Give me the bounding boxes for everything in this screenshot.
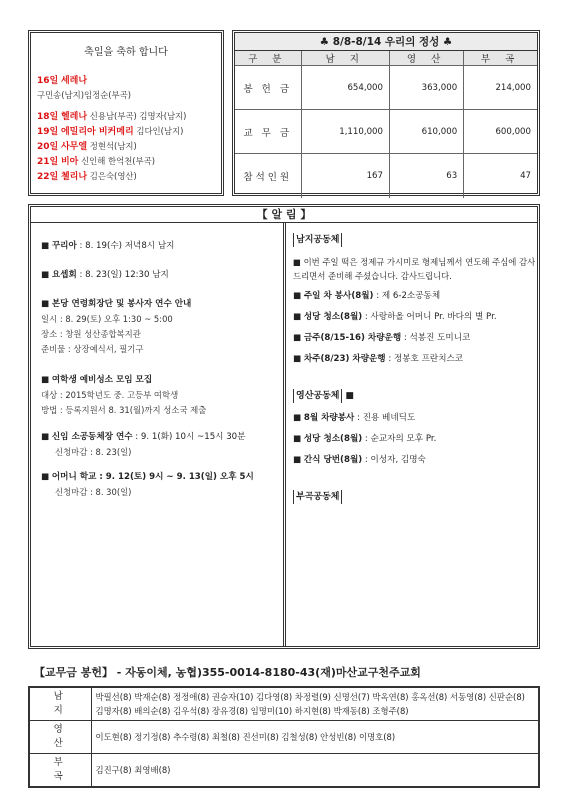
notice-item: ■ 성당 청소(8월) : 사랑하올 어머니 Pr. 바다의 별 Pr. [293, 312, 497, 322]
table-cell: 박필선(8) 박재순(8) 정정애(8) 권승자(10) 김다영(8) 차정렬(9) 신명선(7) 박옥연(8) 홍옥선(8) 서동영(8) 신판순(8) 김명자(8) 배의순(8) 김우석(8) 장유경(8) 임명미(10) 하지현(8) 박재동(8) 조형주(8) [91, 687, 539, 721]
table-cell: 63 [389, 154, 463, 198]
notice-item: ■ 차주(8/23) 차량운행 : 정봉호 프란치스코 [293, 354, 464, 364]
offering-header-row [235, 51, 537, 66]
community-heading: 남지공동체 [293, 233, 342, 247]
notice-item: ■ 여학생 예비성소 모임 모집 [41, 375, 153, 385]
table-row [235, 66, 537, 110]
notice-item: ■ 금주(8/15-16) 차량운행 : 석봉진 도미니코 [293, 333, 471, 343]
column-header: 남 지 [301, 51, 389, 66]
table-cell: 김진구(8) 최영배(8) [91, 754, 539, 788]
feast-entry: 구민송(남지)임정순(부곡) [37, 90, 131, 100]
feast-entry: 20일 사무엘 정현석(남지) [37, 141, 137, 152]
column-divider [283, 223, 286, 646]
row-label: 영 산 [29, 721, 91, 754]
feast-entry: 16일 세레나 [37, 76, 88, 86]
notice-item: ■ 요셉회 : 8. 23(일) 12:30 남지 [41, 270, 169, 280]
notice-item: ■ 신임 소공동체장 연수 : 9. 1(화) 10시 ~15시 30분 [41, 432, 246, 442]
row-label: 봉 헌 금 [235, 66, 301, 110]
offering-table [235, 51, 537, 198]
offering-summary [232, 30, 540, 196]
table-cell: 654,000 [301, 66, 389, 110]
row-label: 부 곡 [29, 754, 91, 788]
row-label: 남 지 [29, 687, 91, 721]
notice-item: ■ 어머니 학교 : 9. 12(토) 9시 ~ 9. 13(일) 오후 5시 [41, 472, 254, 482]
table-row [235, 110, 537, 154]
table-cell: 214,000 [464, 66, 537, 110]
table-row [29, 721, 539, 754]
table-cell: 363,000 [389, 66, 463, 110]
feast-title: 축일을 축하 합니다 [84, 47, 168, 58]
community-heading: 부곡공동체 [293, 490, 342, 504]
offering-title: ♣ 8/8-8/14 우리의 정성 ♣ [235, 33, 537, 51]
table-cell: 이도현(8) 정기정(8) 추수령(8) 최철(8) 진선미(8) 김철성(8) 안성빈(8) 이명호(8) [91, 721, 539, 754]
notice-banner: 【 알 림 】 [31, 207, 537, 223]
table-row [29, 754, 539, 788]
table-cell: 167 [301, 154, 389, 198]
column-header: 구 분 [235, 51, 301, 66]
notice-right-column: 남지공동체 ■ 이번 주일 떡은 정제규 가시미로 형제님께서 연도해 주심에 감사드리면서 준비해 주셨습니다. 감사드립니다. ■ 주일 차 봉사(8월) : 제 6-2소공동체 ■ 성당 청소(8월) : 사랑하올 어머니 Pr. 바다의 별 Pr. ■ 금주(8/15-16) 차량운행 : 석봉진 도미니코 ■ 차주(8/23) 차량운행 : 정봉호 프란치스코 영산공동체 ■ ■ 8월 차량봉사 : 진용 베네딕도 ■ 성당 청소(8월) : 순교자의 모후 Pr. ■ 간식 당번(8월) : 이성자, 김명숙 부곡공동체 [293, 235, 536, 502]
notice-item: ■ 꾸리아 : 8. 19(수) 저녁8시 남지 [41, 241, 175, 251]
column-header: 영 산 [389, 51, 463, 66]
notice-item: ■ 본당 연령회장단 및 봉사자 연수 안내 [41, 299, 192, 309]
tithe-heading: 【교무금 봉헌】 - 자동이체, 농협)355-0014-8180-43(재)마산교구천주교회 [34, 666, 421, 679]
community-heading: 영산공동체 [293, 389, 342, 403]
table-cell: 600,000 [464, 110, 537, 154]
table-row [235, 154, 537, 198]
feast-entry: 22일 첼리나 김은숙(영산) [37, 171, 137, 182]
notice-paragraph: ■ 이번 주일 떡은 정제규 가시미로 형제님께서 연도해 주심에 감사드리면서 준비해 주셨습니다. 감사드립니다. [293, 257, 536, 281]
column-header: 부 곡 [464, 51, 537, 66]
table-cell: 1,110,000 [301, 110, 389, 154]
table-row [29, 687, 539, 721]
notice-left-column: ■ 꾸리아 : 8. 19(수) 저녁8시 남지 ■ 요셉회 : 8. 23(일) 12:30 남지 ■ 본당 연령회장단 및 봉사자 연수 안내 일시 : 8. 29(토) 오후 1:30 ~ 5:00 장소 : 창원 성산종합복지관 준비물 : 상장예식서, 필기구 ■ 여학생 예비성소 모임 모집 대상 : 2015학년도 중. 고등부 여학생 방법 : 등록지원서 8. 31(월)까지 성소국 제출 ■ 신임 소공동체장 연수 : 9. 1(화) 10시 ~15시 30분 신청마감 : 8. 23(일) ■ 어머니 학교 : 9. 12(토) 9시 ~ 9. 13(일) 오후 5시 신청마감 : 8. 30(일) [41, 223, 279, 500]
feast-entry: 21일 비아 신인해 한억천(부곡) [37, 156, 155, 167]
notice-item: ■ 성당 청소(8월) : 순교자의 모후 Pr. [293, 434, 437, 444]
table-cell: 610,000 [389, 110, 463, 154]
notice-item: ■ 8월 차량봉사 : 진용 베네딕도 [293, 413, 416, 423]
feast-day-box [28, 30, 224, 196]
notice-section [28, 204, 540, 649]
table-cell: 47 [464, 154, 537, 198]
feast-entry: 19일 에밀리아 비커메리 김다인(남지) [37, 126, 184, 137]
notice-item: ■ 간식 당번(8월) : 이성자, 김명숙 [293, 455, 426, 465]
tithe-table [28, 686, 540, 788]
feast-entry: 18일 헬레나 신용남(부곡) 김명자(남지) [37, 111, 187, 122]
row-label: 교 무 금 [235, 110, 301, 154]
notice-item: ■ 주일 차 봉사(8월) : 제 6-2소공동체 [293, 291, 441, 301]
row-label: 참석인원 [235, 154, 301, 198]
